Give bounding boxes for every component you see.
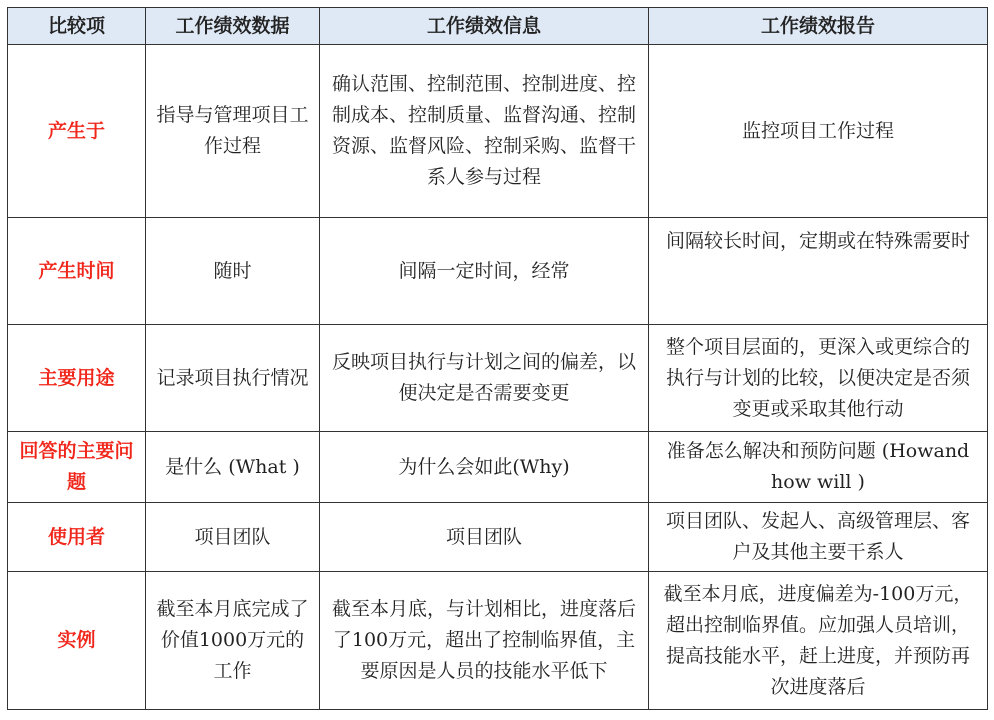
data-cell: 指导与管理项目工作过程 (146, 45, 320, 218)
data-cell: 截至本月底完成了价值1000万元的工作 (146, 572, 320, 710)
table-row (8, 45, 988, 218)
row-label: 实例 (8, 572, 146, 710)
data-cell: 是什么 (What ) (146, 432, 320, 503)
table-row (8, 218, 988, 325)
header-cell: 比较项 (8, 8, 146, 45)
header-row (8, 8, 988, 45)
info-cell: 项目团队 (320, 503, 649, 572)
data-cell: 随时 (146, 218, 320, 325)
header-cell: 工作绩效报告 (649, 8, 988, 45)
comparison-table (7, 7, 988, 710)
header-cell: 工作绩效数据 (146, 8, 320, 45)
row-label: 产生于 (8, 45, 146, 218)
info-cell: 间隔一定时间，经常 (320, 218, 649, 325)
row-label: 使用者 (8, 503, 146, 572)
row-label: 回答的主要问题 (8, 432, 146, 503)
row-label: 产生时间 (8, 218, 146, 325)
row-label: 主要用途 (8, 325, 146, 432)
data-cell: 记录项目执行情况 (146, 325, 320, 432)
table-row (8, 503, 988, 572)
info-cell: 截至本月底，与计划相比，进度落后了100万元，超出了控制临界值，主要原因是人员的技能水平低下 (320, 572, 649, 710)
info-cell: 确认范围、控制范围、控制进度、控制成本、控制质量、监督沟通、控制资源、监督风险、控制采购、监督干系人参与过程 (320, 45, 649, 218)
data-cell: 项目团队 (146, 503, 320, 572)
header-cell: 工作绩效信息 (320, 8, 649, 45)
report-cell: 监控项目工作过程 (649, 45, 988, 218)
table-row (8, 432, 988, 503)
report-cell: 间隔较长时间，定期或在特殊需要时 (649, 218, 988, 325)
report-cell: 整个项目层面的，更深入或更综合的执行与计划的比较，以便决定是否须变更或采取其他行动 (649, 325, 988, 432)
report-cell: 准备怎么解决和预防问题 (Howand how will ) (649, 432, 988, 503)
info-cell: 为什么会如此(Why) (320, 432, 649, 503)
table-row (8, 325, 988, 432)
report-cell: 项目团队、发起人、高级管理层、客户及其他主要干系人 (649, 503, 988, 572)
info-cell: 反映项目执行与计划之间的偏差，以便决定是否需要变更 (320, 325, 649, 432)
table-row (8, 572, 988, 710)
report-cell: 截至本月底，进度偏差为-100万元，超出控制临界值。应加强人员培训，提高技能水平，赶上进度，并预防再次进度落后 (649, 572, 988, 710)
